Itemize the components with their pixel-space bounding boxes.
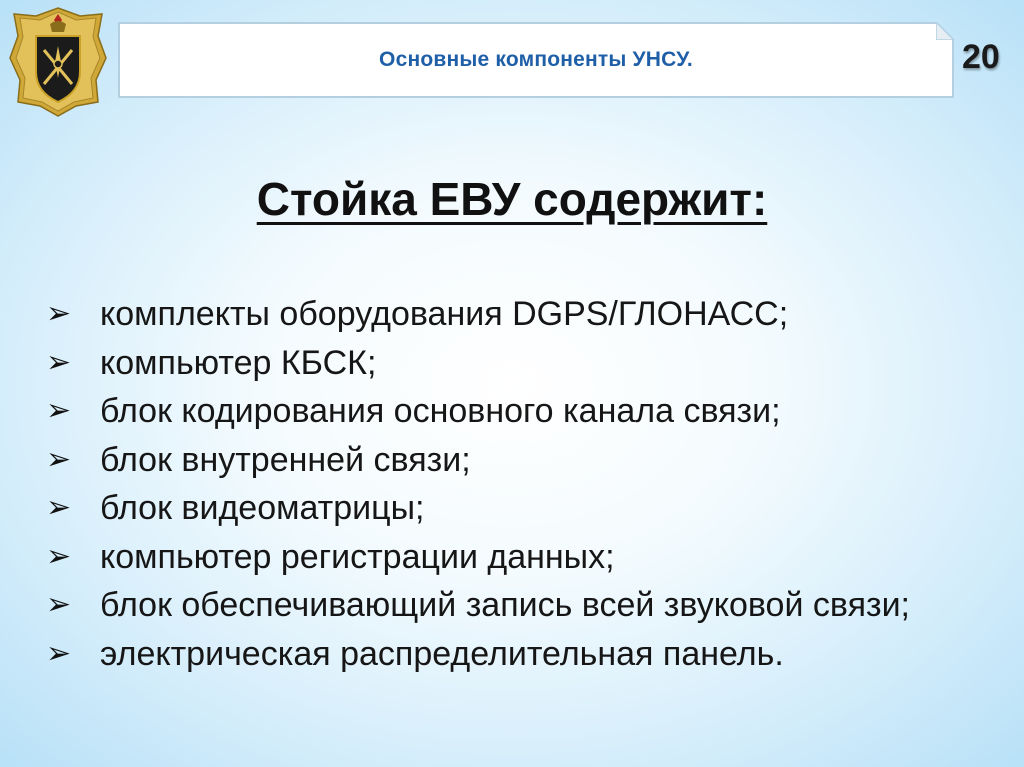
list-item-text: электрическая распределительная панель.	[100, 634, 784, 673]
list-item	[42, 387, 1002, 436]
list-item	[42, 290, 1002, 339]
section-heading-text: Стойка ЕВУ содержит:	[256, 173, 768, 225]
arrow-bullet-icon: ➢	[46, 491, 72, 524]
list-item	[42, 533, 1002, 582]
list-item	[42, 484, 1002, 533]
arrow-bullet-icon: ➢	[46, 636, 72, 670]
list-item-text: блок обеспечивающий запись всей звуковой связи;	[100, 586, 911, 624]
arrow-bullet-icon: ➢	[46, 442, 72, 476]
military-emblem-icon	[6, 2, 110, 118]
list-item	[42, 630, 1002, 679]
page-title: Основные компоненты УНСУ.	[379, 48, 693, 71]
arrow-bullet-icon: ➢	[46, 394, 72, 427]
slide-number: 20	[962, 38, 1000, 76]
list-item	[42, 436, 1002, 485]
arrow-bullet-icon: ➢	[46, 297, 72, 330]
components-list	[42, 290, 1002, 678]
list-item	[42, 339, 1002, 388]
arrow-bullet-icon: ➢	[46, 588, 72, 621]
list-item-text: блок внутренней связи;	[100, 440, 471, 479]
list-item-text: компьютер регистрации данных;	[100, 537, 615, 576]
arrow-bullet-icon: ➢	[46, 345, 72, 379]
section-heading	[0, 172, 1024, 226]
list-item-text: комплекты оборудования DGPS/ГЛОНАСС;	[100, 295, 789, 333]
list-item	[42, 581, 1002, 630]
list-item-text: блок видеоматрицы;	[100, 489, 425, 527]
list-item-text: блок кодирования основного канала связи;	[100, 392, 781, 430]
list-item-text: компьютер КБСК;	[100, 343, 377, 382]
arrow-bullet-icon: ➢	[46, 539, 72, 573]
